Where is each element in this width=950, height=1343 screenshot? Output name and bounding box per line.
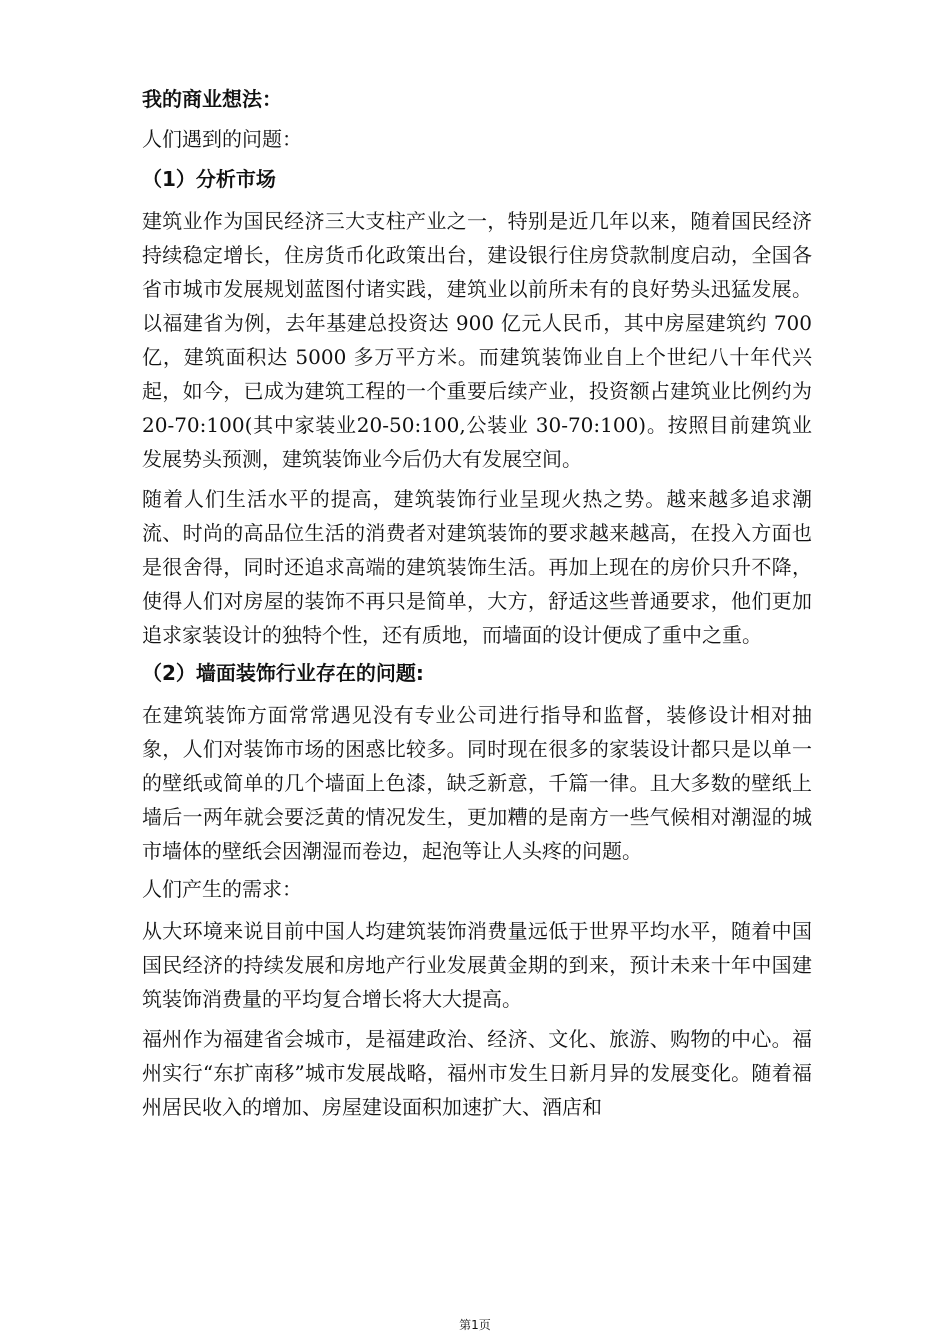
section-1-heading: （1）分析市场 <box>142 167 276 191</box>
document-body <box>142 84 812 1130</box>
needs-paragraph-1: 从大环境来说目前中国人均建筑装饰消费量远低于世界平均水平，随着中国国民经济的持续发展和房地产行业发展黄金期的到来，预计未来十年中国建筑装饰消费量的平均复合增长将大大提高。 <box>142 919 812 1011</box>
page-number: 第1页 <box>459 1318 491 1332</box>
section-1-paragraph-1: 建筑业作为国民经济三大支柱产业之一，特别是近几年以来，随着国民经济持续稳定增长，住房货币化政策出台，建设银行住房贷款制度启动，全国各省市城市发展规划蓝图付诸实践，建筑业以前所未有的良好势头迅猛发展。以福建省为例，去年基建总投资达 900 亿元人民币，其中房屋建筑约 700 亿，建筑面积达 5000 多万平方米。而建筑装饰业自上个世纪八十年代兴起，如今，已成为建筑工程的一个重要后续产业，投资额占建筑业比例约为 20-70:100(其中家装业20-50:100,公装业 30-70:100)。按照目前建筑业发展势头预测，建筑装饰业今后仍大有发展空间。 <box>142 209 812 471</box>
section-2-heading: （2）墙面装饰行业存在的问题: <box>142 661 424 685</box>
section-1-paragraph-2: 随着人们生活水平的提高，建筑装饰行业呈现火热之势。越来越多追求潮流、时尚的高品位生活的消费者对建筑装饰的要求越来越高，在投入方面也是很舍得，同时还追求高端的建筑装饰生活。再加上现在的房价只升不降，使得人们对房屋的装饰不再只是简单，大方，舒适这些普通要求，他们更加追求家装设计的独特个性，还有质地，而墙面的设计便成了重中之重。 <box>142 487 812 647</box>
section-2-paragraph-1: 在建筑装饰方面常常遇见没有专业公司进行指导和监督，装修设计相对抽象，人们对装饰市场的困惑比较多。同时现在很多的家装设计都只是以单一的壁纸或简单的几个墙面上色漆，缺乏新意，千篇一律。且大多数的壁纸上墙后一两年就会要泛黄的情况发生，更加糟的是南方一些气候相对潮湿的城市墙体的壁纸会因潮湿而卷边，起泡等让人头疼的问题。 <box>142 703 812 863</box>
problems-label: 人们遇到的问题： <box>142 127 302 151</box>
needs-paragraph-2: 福州作为福建省会城市，是福建政治、经济、文化、旅游、购物的中心。福州实行“东扩南移”城市发展战略，福州市发生日新月异的发展变化。随着福州居民收入的增加、房屋建设面积加速扩大、酒店和 <box>142 1027 812 1119</box>
document-title: 我的商业想法： <box>142 87 282 111</box>
needs-label: 人们产生的需求： <box>142 877 302 901</box>
